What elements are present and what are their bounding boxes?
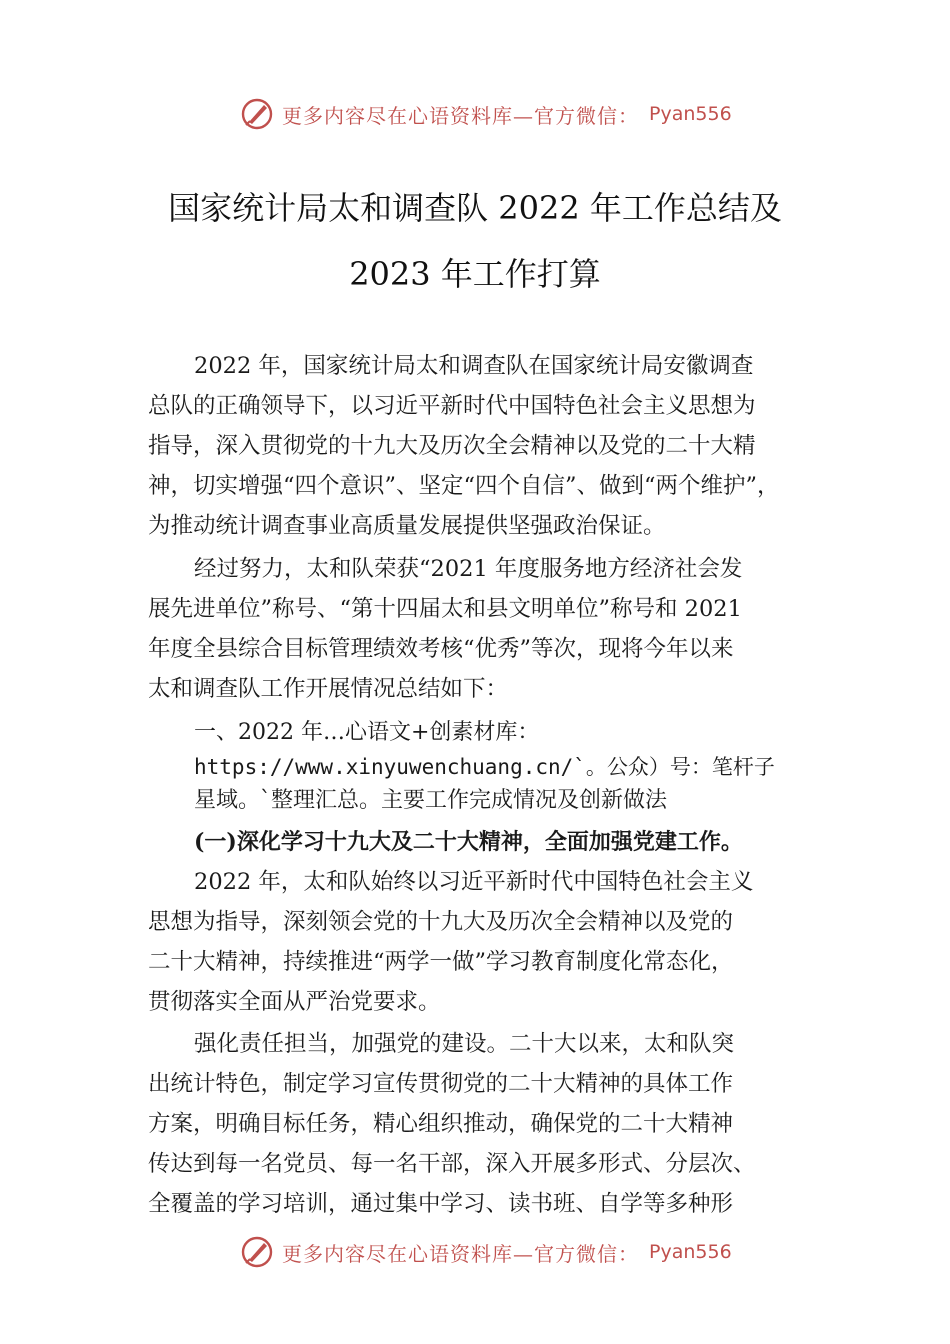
- document-title-line-1: 国家统计局太和调查队 2022 年工作总结及: [168, 189, 782, 227]
- document-title-line-2: 2023 年工作打算: [349, 255, 601, 293]
- paragraph-line: 强化责任担当，加强党的建设。二十大以来，太和队突: [194, 1031, 735, 1057]
- paragraph-intro: [148, 346, 818, 546]
- paragraph-line: 传达到每一名党员、每一名干部，深入开展多形式、分层次、: [148, 1151, 756, 1177]
- paragraph-line: 2022 年，太和队始终以习近平新时代中国特色社会主义: [194, 869, 754, 895]
- paragraph-line: 展先进单位”称号、“第十四届太和县文明单位”称号和 2021: [148, 596, 742, 622]
- banner-text: 更多内容尽在心语资料库—官方微信：: [282, 1241, 639, 1266]
- paragraph-responsibility: [148, 1024, 818, 1224]
- subheading-party-building: (一)深化学习十九大及二十大精神，全面加强党建工作。: [194, 829, 743, 855]
- paragraph-line: 二十大精神，持续推进“两学一做”学习教育制度化常态化，: [148, 949, 734, 975]
- banner-wechat-id: Pyan556: [649, 1241, 732, 1263]
- banner-text: 更多内容尽在心语资料库—官方微信：: [282, 103, 639, 128]
- paragraph-line: 方案，明确目标任务，精心组织推动，确保党的二十大精神: [148, 1111, 734, 1137]
- section-heading-1: [194, 716, 834, 818]
- paragraph-line: 神，切实增强“四个意识”、坚定“四个自信”、做到“两个维护”，: [148, 473, 780, 499]
- paragraph-achievements: [148, 549, 818, 709]
- banner-wechat-id: Pyan556: [649, 103, 732, 125]
- section-heading-line: https://www.xinyuwenchuang.cn/`。公众）号：笔杆子: [194, 755, 775, 779]
- quill-pen-logo-icon: [240, 97, 274, 131]
- quill-pen-logo-icon: [240, 1235, 274, 1269]
- paragraph-line: 总队的正确领导下，以习近平新时代中国特色社会主义思想为: [148, 393, 756, 419]
- paragraph-line: 为推动统计调查事业高质量发展提供坚强政治保证。: [148, 513, 666, 539]
- paragraph-line: 贯彻落实全面从严治党要求。: [148, 989, 441, 1015]
- paragraph-line: 出统计特色，制定学习宣传贯彻党的二十大精神的具体工作: [148, 1071, 734, 1097]
- paragraph-line: 年度全县综合目标管理绩效考核“优秀”等次，现将今年以来: [148, 636, 734, 662]
- section-heading-line: 一、2022 年…心语文+创素材库：: [194, 720, 540, 745]
- header-banner: [240, 96, 732, 132]
- paragraph-line: 思想为指导，深刻领会党的十九大及历次全会精神以及党的: [148, 909, 734, 935]
- paragraph-line: 经过努力，太和队荣获“2021 年度服务地方经济社会发: [194, 556, 743, 582]
- paragraph-line: 指导，深入贯彻党的十九大及历次全会精神以及党的二十大精: [148, 433, 756, 459]
- paragraph-study: [148, 862, 818, 1022]
- paragraph-line: 2022 年，国家统计局太和调查队在国家统计局安徽调查: [194, 353, 754, 379]
- section-heading-line: 星域。`整理汇总。主要工作完成情况及创新做法: [194, 788, 668, 813]
- paragraph-line: 太和调查队工作开展情况总结如下：: [148, 676, 509, 702]
- paragraph-line: 全覆盖的学习培训，通过集中学习、读书班、自学等多种形: [148, 1191, 734, 1217]
- footer-banner: [240, 1234, 732, 1270]
